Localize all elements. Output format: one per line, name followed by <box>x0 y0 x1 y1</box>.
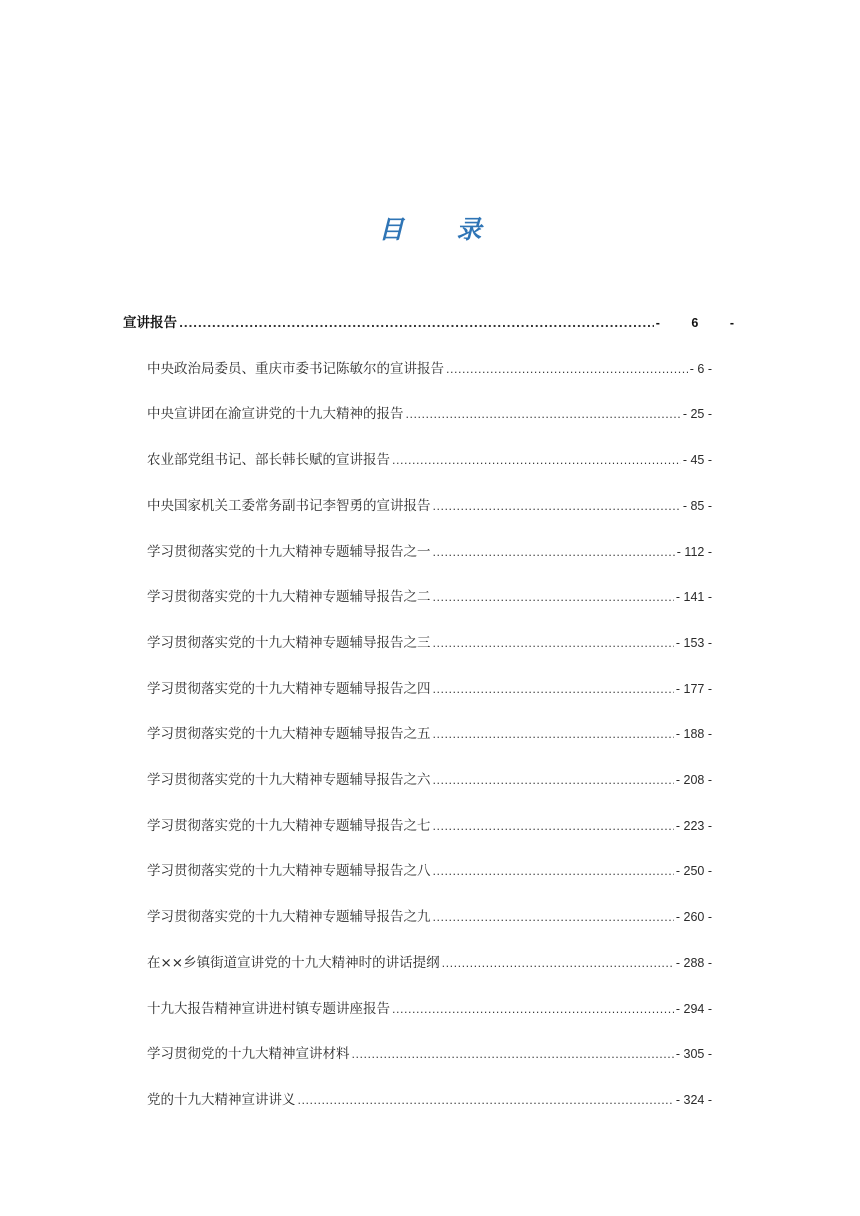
toc-entry-label: 学习贯彻落实党的十九大精神专题辅导报告之九 <box>147 909 431 925</box>
toc-entry[interactable] <box>147 542 712 562</box>
toc-leader-dots <box>442 954 674 974</box>
toc-entry[interactable] <box>147 816 712 836</box>
toc-entry-label: 学习贯彻落实党的十九大精神专题辅导报告之五 <box>147 726 431 742</box>
toc-entry-page-number: - 153 - <box>675 636 712 650</box>
toc-entry-label: 学习贯彻落实党的十九大精神专题辅导报告之八 <box>147 863 431 879</box>
toc-entry-label: 学习贯彻落实党的十九大精神专题辅导报告之四 <box>147 681 431 697</box>
toc-entry-label: 在××乡镇街道宣讲党的十九大精神时的讲话提纲 <box>147 955 440 971</box>
toc-entry-label: 农业部党组书记、部长韩长赋的宣讲报告 <box>147 452 390 468</box>
toc-entry-label: 中央政治局委员、重庆市委书记陈敏尔的宣讲报告 <box>147 361 444 377</box>
toc-entry-page-number: - 294 - <box>675 1002 712 1016</box>
toc-entry-page-number: - 250 - <box>675 864 712 878</box>
toc-entry[interactable] <box>147 907 712 927</box>
toc-entry-label: 学习贯彻落实党的十九大精神专题辅导报告之三 <box>147 635 431 651</box>
toc-leader-dots <box>433 725 674 745</box>
toc-entry-page-number: - 260 - <box>675 910 712 924</box>
toc-entry-page-number: - 45 - <box>682 453 712 467</box>
toc-entry-label: 十九大报告精神宣讲进村镇专题讲座报告 <box>147 1001 390 1017</box>
toc-leader-dots <box>392 1000 674 1020</box>
toc-leader-dots <box>433 497 681 517</box>
toc-entry-label: 中央宣讲团在渝宣讲党的十九大精神的报告 <box>147 406 404 422</box>
toc-leader-dots <box>433 588 674 608</box>
toc-entry[interactable] <box>147 861 712 881</box>
toc-entry-label: 学习贯彻落实党的十九大精神专题辅导报告之二 <box>147 589 431 605</box>
toc-entry-page-number: - 177 - <box>675 682 712 696</box>
toc-entry[interactable] <box>147 496 712 516</box>
toc-entry[interactable] <box>147 679 712 699</box>
toc-entry-label: 学习贯彻落实党的十九大精神专题辅导报告之一 <box>147 544 431 560</box>
toc-leader-dots <box>433 908 674 928</box>
toc-entry-page-number: - 6 - <box>655 316 748 330</box>
toc-entry[interactable] <box>147 359 712 379</box>
toc-entry-page-number: - 288 - <box>675 956 712 970</box>
toc-entry-page-number: - 25 - <box>682 407 712 421</box>
toc-leader-dots <box>433 817 674 837</box>
toc-leader-dots <box>406 405 681 425</box>
toc-entry-page-number: - 208 - <box>675 773 712 787</box>
toc-entry-label: 党的十九大精神宣讲讲义 <box>147 1092 296 1108</box>
toc-entry-page-number: - 85 - <box>682 499 712 513</box>
toc-leader-dots <box>433 543 675 563</box>
toc-entry-label: 宣讲报告 <box>123 315 177 331</box>
toc-entry[interactable] <box>147 999 712 1019</box>
toc-entry-label: 中央国家机关工委常务副书记李智勇的宣讲报告 <box>147 498 431 514</box>
toc-leader-dots <box>352 1045 674 1065</box>
toc-leader-dots <box>179 314 654 334</box>
toc-entry[interactable] <box>147 1044 712 1064</box>
toc-entry-label: 学习贯彻落实党的十九大精神专题辅导报告之六 <box>147 772 431 788</box>
toc-leader-dots <box>433 771 674 791</box>
toc-leader-dots <box>392 451 681 471</box>
toc-leader-dots <box>446 360 688 380</box>
toc-entry[interactable] <box>147 404 712 424</box>
toc-leader-dots <box>298 1091 674 1111</box>
toc-entry[interactable] <box>147 450 712 470</box>
toc-entry-label: 学习贯彻党的十九大精神宣讲材料 <box>147 1046 350 1062</box>
toc-entry-page-number: - 112 - <box>676 545 712 559</box>
page-title: 目 录 <box>378 215 504 244</box>
toc-leader-dots <box>433 680 674 700</box>
toc-entry[interactable] <box>147 1090 712 1110</box>
toc-leader-dots <box>433 634 674 654</box>
toc-entry-page-number: - 188 - <box>675 727 712 741</box>
toc-entry[interactable] <box>147 587 712 607</box>
toc-entry-page-number: - 324 - <box>675 1093 712 1107</box>
toc-entry[interactable] <box>147 770 712 790</box>
toc-entry[interactable] <box>147 633 712 653</box>
toc-entry-page-number: - 141 - <box>675 590 712 604</box>
toc-entry-page-number: - 305 - <box>675 1047 712 1061</box>
toc-entry-label: 学习贯彻落实党的十九大精神专题辅导报告之七 <box>147 818 431 834</box>
toc-leader-dots <box>433 862 674 882</box>
toc-entry-page-number: - 223 - <box>675 819 712 833</box>
toc-entry-section[interactable] <box>123 313 748 333</box>
toc-entry[interactable] <box>147 724 712 744</box>
toc-entry-page-number: - 6 - <box>689 362 712 376</box>
toc-entry[interactable] <box>147 953 712 973</box>
